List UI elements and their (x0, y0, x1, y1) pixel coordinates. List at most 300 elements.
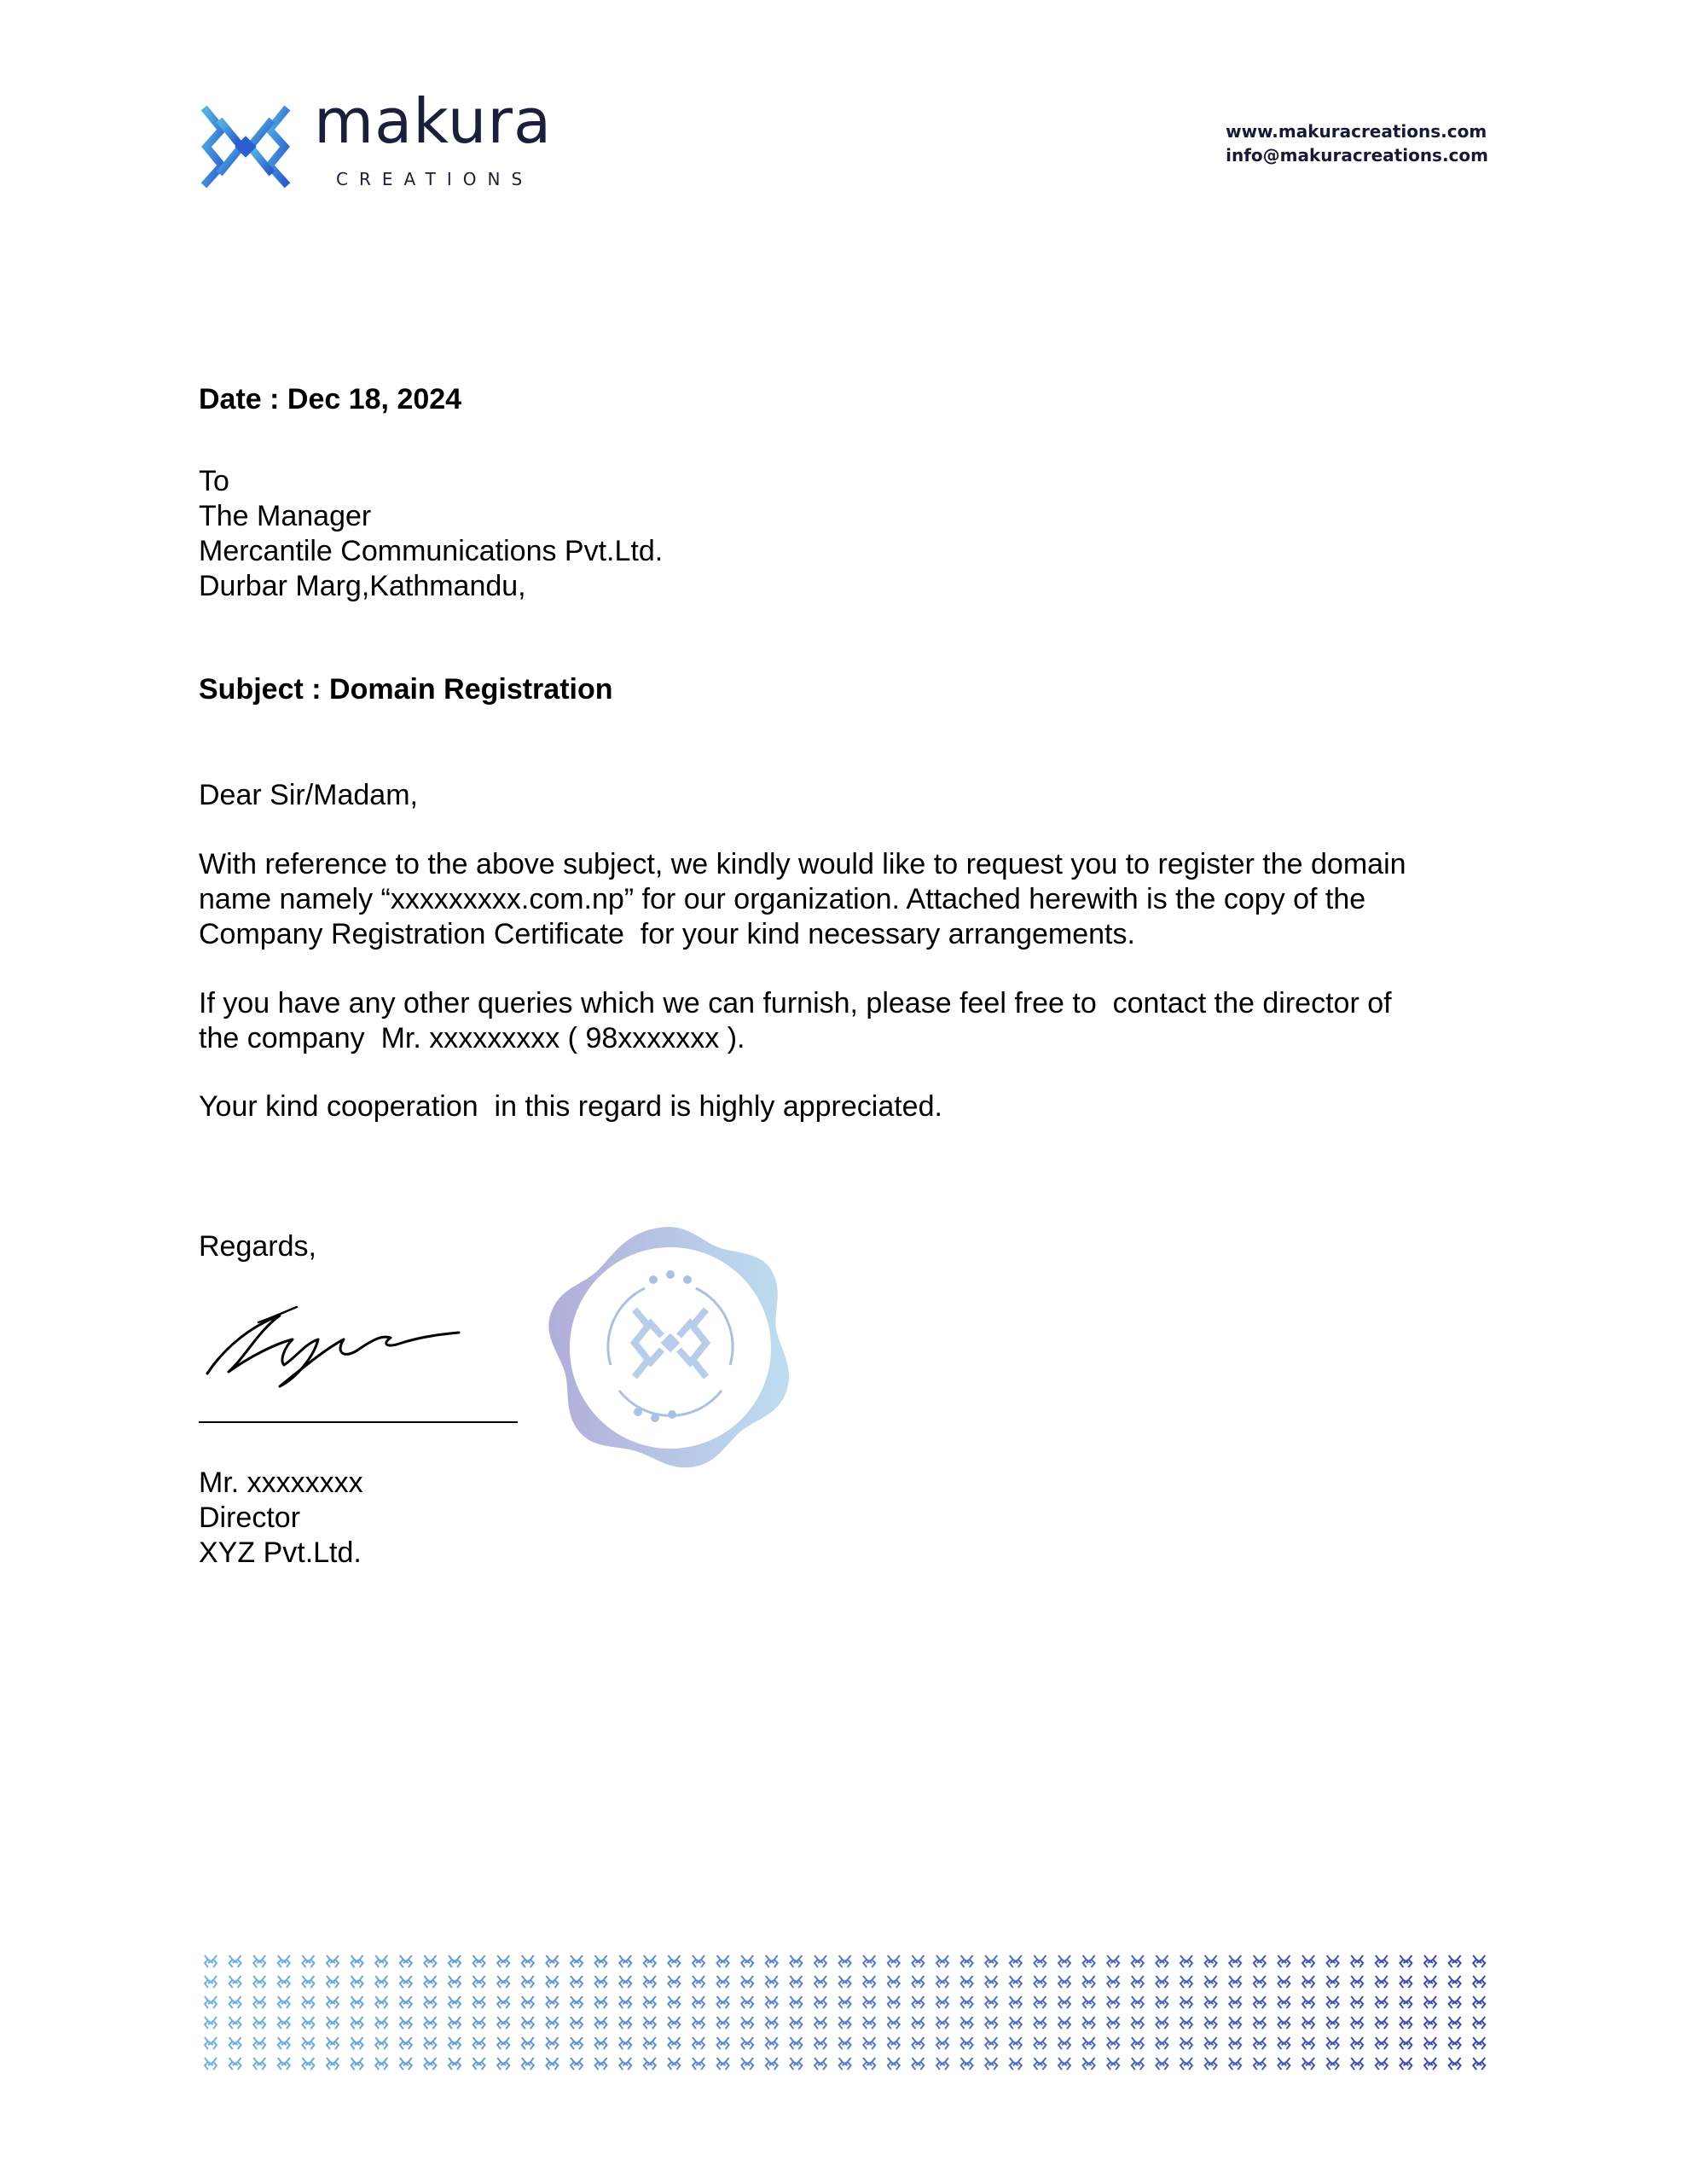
pattern-mark-icon (863, 1976, 875, 1988)
pattern-mark-icon (644, 2017, 656, 2029)
pattern-mark-icon (839, 1996, 851, 2008)
pattern-mark-icon (888, 1996, 900, 2008)
pattern-mark-icon (1058, 2058, 1070, 2070)
pattern-mark-icon (1449, 2037, 1461, 2049)
pattern-mark-icon (1083, 1955, 1095, 1967)
footer-pattern (201, 1952, 1487, 2078)
pattern-mark-icon (351, 2058, 363, 2070)
pattern-mark-icon (1010, 1996, 1022, 2008)
pattern-mark-icon (1205, 1996, 1217, 2008)
pattern-mark-icon (936, 1955, 948, 1967)
pattern-mark-icon (1473, 2017, 1485, 2029)
pattern-mark-icon (790, 1976, 802, 1988)
pattern-mark-icon (327, 2058, 339, 2070)
pattern-mark-icon (400, 1976, 412, 1988)
pattern-mark-icon (1278, 1976, 1290, 1988)
pattern-mark-icon (302, 2058, 314, 2070)
pattern-mark-icon (1302, 2037, 1314, 2049)
pattern-mark-icon (278, 2037, 290, 2049)
pattern-mark-icon (229, 2017, 241, 2029)
pattern-mark-icon (1254, 1976, 1266, 1988)
pattern-mark-icon (668, 2017, 680, 2029)
pattern-mark-icon (1083, 2037, 1095, 2049)
pattern-mark-icon (790, 1955, 802, 1967)
pattern-mark-icon (595, 2058, 607, 2070)
pattern-mark-icon (327, 2037, 339, 2049)
pattern-mark-icon (1376, 1955, 1388, 1967)
pattern-mark-icon (1424, 2058, 1436, 2070)
pattern-mark-icon (1034, 1955, 1046, 1967)
pattern-mark-icon (229, 1996, 241, 2008)
pattern-mark-icon (1107, 2058, 1119, 2070)
pattern-mark-icon (375, 1955, 387, 1967)
pattern-mark-icon (449, 2017, 461, 2029)
pattern-mark-icon (912, 2017, 924, 2029)
pattern-mark-icon (229, 2037, 241, 2049)
pattern-mark-icon (205, 2058, 217, 2070)
contact-block (1226, 119, 1488, 167)
pattern-mark-icon (473, 2037, 485, 2049)
pattern-mark-icon (595, 1976, 607, 1988)
brand-name: makura (314, 85, 553, 157)
pattern-mark-icon (522, 1976, 534, 1988)
pattern-mark-icon (839, 1976, 851, 1988)
body-paragraph (199, 986, 1512, 1056)
pattern-mark-icon (985, 1996, 997, 2008)
pattern-mark-icon (571, 1996, 583, 2008)
pattern-mark-icon (741, 1955, 753, 1967)
pattern-mark-icon (766, 2017, 778, 2029)
pattern-mark-icon (449, 2058, 461, 2070)
pattern-mark-icon (351, 1955, 363, 1967)
pattern-mark-icon (815, 1955, 826, 1967)
closing: Regards, (199, 1230, 316, 1263)
pattern-mark-icon (253, 2058, 265, 2070)
pattern-mark-icon (1449, 2017, 1461, 2029)
pattern-mark-icon (985, 2017, 997, 2029)
pattern-mark-icon (1156, 2017, 1168, 2029)
brand-subtitle: CREATIONS (336, 169, 534, 189)
pattern-mark-icon (888, 1976, 900, 1988)
pattern-mark-icon (1302, 1955, 1314, 1967)
pattern-mark-icon (1156, 1976, 1168, 1988)
pattern-mark-icon (1180, 1996, 1192, 2008)
pattern-mark-icon (985, 1955, 997, 1967)
pattern-mark-icon (522, 2037, 534, 2049)
pattern-mark-icon (1449, 1955, 1461, 1967)
pattern-mark-icon (1424, 2037, 1436, 2049)
pattern-mark-icon (327, 2017, 339, 2029)
pattern-mark-icon (595, 2037, 607, 2049)
pattern-mark-icon (863, 2017, 875, 2029)
pattern-mark-icon (766, 1976, 778, 1988)
pattern-mark-icon (1229, 2017, 1241, 2029)
pattern-mark-icon (1180, 2037, 1192, 2049)
pattern-mark-icon (302, 1996, 314, 2008)
pattern-mark-icon (693, 2037, 704, 2049)
pattern-mark-icon (1010, 1955, 1022, 1967)
pattern-mark-icon (912, 1976, 924, 1988)
pattern-mark-icon (1205, 2017, 1217, 2029)
pattern-mark-icon (839, 1955, 851, 1967)
pattern-mark-icon (1278, 1955, 1290, 1967)
pattern-mark-icon (961, 1976, 973, 1988)
pattern-mark-icon (1302, 1996, 1314, 2008)
pattern-mark-icon (571, 2037, 583, 2049)
pattern-mark-icon (693, 1976, 704, 1988)
pattern-mark-icon (375, 1976, 387, 1988)
signer-company: XYZ Pvt.Ltd. (199, 1536, 362, 1569)
pattern-mark-icon (644, 1976, 656, 1988)
pattern-mark-icon (619, 2058, 631, 2070)
pattern-mark-icon (644, 2058, 656, 2070)
pattern-mark-icon (1302, 1976, 1314, 1988)
pattern-mark-icon (473, 2058, 485, 2070)
pattern-mark-icon (741, 2017, 753, 2029)
pattern-mark-icon (473, 1976, 485, 1988)
pattern-mark-icon (668, 2058, 680, 2070)
pattern-mark-icon (351, 1976, 363, 1988)
pattern-mark-icon (619, 1996, 631, 2008)
pattern-mark-icon (205, 2017, 217, 2029)
pattern-mark-icon (1010, 2017, 1022, 2029)
makura-logo-icon (200, 104, 292, 189)
pattern-mark-icon (1327, 2058, 1339, 2070)
pattern-mark-icon (449, 2037, 461, 2049)
pattern-mark-icon (1424, 1996, 1436, 2008)
pattern-mark-icon (1376, 2037, 1388, 2049)
pattern-mark-icon (815, 2017, 826, 2029)
pattern-mark-icon (253, 2037, 265, 2049)
pattern-mark-icon (644, 1996, 656, 2008)
company-seal-icon (542, 1220, 795, 1472)
pattern-mark-icon (327, 1955, 339, 1967)
pattern-mark-icon (1327, 1955, 1339, 1967)
pattern-mark-icon (375, 2017, 387, 2029)
pattern-mark-icon (375, 2037, 387, 2049)
pattern-mark-icon (522, 2058, 534, 2070)
pattern-mark-icon (961, 2058, 973, 2070)
pattern-mark-icon (1278, 1996, 1290, 2008)
paragraph-line: If you have any other queries which we can furnish, please feel free to contact the director of (199, 987, 1392, 1019)
pattern-mark-icon (619, 1976, 631, 1988)
pattern-mark-icon (546, 2017, 558, 2029)
pattern-mark-icon (1278, 2017, 1290, 2029)
pattern-mark-icon (327, 1996, 339, 2008)
pattern-mark-icon (1229, 2037, 1241, 2049)
paragraph-line: Company Registration Certificate for your kind necessary arrangements. (199, 918, 1135, 950)
pattern-mark-icon (571, 2058, 583, 2070)
pattern-mark-icon (693, 2017, 704, 2029)
pattern-mark-icon (449, 1976, 461, 1988)
pattern-mark-icon (278, 2058, 290, 2070)
body-paragraph (199, 847, 1512, 952)
pattern-mark-icon (717, 2058, 729, 2070)
pattern-mark-icon (717, 1976, 729, 1988)
pattern-mark-icon (1010, 1976, 1022, 1988)
pattern-mark-icon (1058, 1955, 1070, 1967)
pattern-mark-icon (1424, 1976, 1436, 1988)
paragraph-line: With reference to the above subject, we kindly would like to request you to register the domain (199, 848, 1406, 880)
pattern-mark-icon (1058, 1996, 1070, 2008)
pattern-mark-icon (571, 1976, 583, 1988)
pattern-mark-icon (1473, 1996, 1485, 2008)
pattern-mark-icon (375, 2058, 387, 2070)
pattern-mark-icon (1132, 2058, 1144, 2070)
pattern-mark-icon (839, 2058, 851, 2070)
body-paragraph (199, 1089, 942, 1124)
pattern-mark-icon (497, 1976, 509, 1988)
pattern-mark-icon (473, 1996, 485, 2008)
pattern-mark-icon (327, 1976, 339, 1988)
pattern-mark-icon (1254, 2058, 1266, 2070)
pattern-mark-icon (644, 2037, 656, 2049)
pattern-mark-icon (571, 1955, 583, 1967)
pattern-mark-icon (497, 2037, 509, 2049)
pattern-mark-icon (717, 1955, 729, 1967)
pattern-mark-icon (595, 2017, 607, 2029)
pattern-mark-icon (1400, 1996, 1412, 2008)
pattern-mark-icon (1449, 1976, 1461, 1988)
pattern-mark-icon (1376, 1996, 1388, 2008)
pattern-mark-icon (1400, 2017, 1412, 2029)
pattern-mark-icon (400, 2037, 412, 2049)
pattern-mark-icon (863, 1996, 875, 2008)
pattern-mark-icon (595, 1996, 607, 2008)
pattern-mark-icon (888, 2058, 900, 2070)
pattern-mark-icon (351, 2037, 363, 2049)
pattern-mark-icon (1327, 1996, 1339, 2008)
pattern-mark-icon (790, 1996, 802, 2008)
pattern-mark-icon (1473, 2058, 1485, 2070)
pattern-mark-icon (1351, 1976, 1363, 1988)
pattern-mark-icon (205, 1955, 217, 1967)
pattern-mark-icon (961, 1996, 973, 2008)
paragraph-line: Your kind cooperation in this regard is highly appreciated. (199, 1090, 942, 1123)
pattern-mark-icon (1351, 2017, 1363, 2029)
pattern-mark-icon (1034, 2037, 1046, 2049)
pattern-mark-icon (936, 2058, 948, 2070)
email-link[interactable]: info@makuracreations.com (1226, 145, 1488, 166)
pattern-mark-icon (912, 2058, 924, 2070)
pattern-mark-icon (1351, 1996, 1363, 2008)
pattern-mark-icon (1229, 2058, 1241, 2070)
pattern-mark-icon (229, 2058, 241, 2070)
pattern-mark-icon (766, 2037, 778, 2049)
company-logo (200, 85, 575, 196)
pattern-mark-icon (1205, 1976, 1217, 1988)
pattern-mark-icon (717, 2017, 729, 2029)
pattern-mark-icon (1083, 1996, 1095, 2008)
paragraph-line: name namely “xxxxxxxxx.com.np” for our organization. Attached herewith is the copy of the (199, 883, 1366, 915)
pattern-mark-icon (278, 1955, 290, 1967)
pattern-mark-icon (985, 2058, 997, 2070)
signer-name: Mr. xxxxxxxx (199, 1467, 363, 1499)
pattern-mark-icon (1254, 1955, 1266, 1967)
pattern-mark-icon (400, 2017, 412, 2029)
paragraph-line: the company Mr. xxxxxxxxx ( 98xxxxxxx ). (199, 1022, 745, 1054)
pattern-mark-icon (1424, 2017, 1436, 2029)
pattern-mark-icon (1180, 2058, 1192, 2070)
pattern-mark-icon (1229, 1976, 1241, 1988)
pattern-mark-icon (375, 1996, 387, 2008)
pattern-mark-icon (1473, 1955, 1485, 1967)
pattern-mark-icon (1205, 2037, 1217, 2049)
pattern-mark-icon (546, 1976, 558, 1988)
pattern-mark-icon (936, 1996, 948, 2008)
pattern-mark-icon (302, 2037, 314, 2049)
pattern-mark-icon (1376, 2017, 1388, 2029)
pattern-mark-icon (693, 1996, 704, 2008)
pattern-mark-icon (473, 2017, 485, 2029)
pattern-mark-icon (1254, 2017, 1266, 2029)
pattern-mark-icon (961, 2037, 973, 2049)
handwritten-signature (199, 1297, 472, 1391)
signature-line (199, 1421, 518, 1423)
pattern-mark-icon (351, 1996, 363, 2008)
pattern-mark-icon (1278, 2037, 1290, 2049)
pattern-mark-icon (668, 1976, 680, 1988)
pattern-mark-icon (863, 2037, 875, 2049)
pattern-mark-icon (424, 1955, 436, 1967)
pattern-mark-icon (1132, 2037, 1144, 2049)
pattern-mark-icon (302, 2017, 314, 2029)
pattern-mark-icon (961, 2017, 973, 2029)
pattern-mark-icon (961, 1955, 973, 1967)
pattern-mark-icon (595, 1955, 607, 1967)
pattern-mark-icon (1327, 2037, 1339, 2049)
pattern-mark-icon (815, 2058, 826, 2070)
pattern-mark-icon (1205, 1955, 1217, 1967)
pattern-mark-icon (839, 2017, 851, 2029)
pattern-mark-icon (912, 2037, 924, 2049)
pattern-mark-icon (1180, 2017, 1192, 2029)
pattern-mark-icon (205, 2037, 217, 2049)
signer-title: Director (199, 1502, 301, 1534)
pattern-mark-icon (741, 2058, 753, 2070)
pattern-mark-icon (497, 2058, 509, 2070)
pattern-mark-icon (497, 2017, 509, 2029)
pattern-mark-icon (351, 2017, 363, 2029)
pattern-mark-icon (668, 2037, 680, 2049)
pattern-mark-icon (1400, 1976, 1412, 1988)
pattern-mark-icon (449, 1996, 461, 2008)
pattern-mark-icon (229, 1955, 241, 1967)
pattern-mark-icon (985, 1976, 997, 1988)
pattern-mark-icon (912, 1996, 924, 2008)
pattern-mark-icon (766, 2058, 778, 2070)
pattern-mark-icon (693, 2058, 704, 2070)
pattern-mark-icon (1010, 2037, 1022, 2049)
pattern-mark-icon (1034, 1976, 1046, 1988)
pattern-mark-icon (644, 1955, 656, 1967)
pattern-mark-icon (1107, 1955, 1119, 1967)
pattern-mark-icon (936, 2037, 948, 2049)
pattern-mark-icon (619, 2037, 631, 2049)
pattern-mark-icon (302, 1976, 314, 1988)
pattern-mark-icon (302, 1955, 314, 1967)
pattern-mark-icon (546, 2037, 558, 2049)
pattern-mark-icon (1327, 1976, 1339, 1988)
pattern-mark-icon (839, 2037, 851, 2049)
pattern-mark-icon (1351, 2058, 1363, 2070)
pattern-mark-icon (815, 2037, 826, 2049)
pattern-mark-icon (1254, 2037, 1266, 2049)
recipient-line: The Manager (199, 500, 372, 532)
pattern-mark-icon (815, 1976, 826, 1988)
recipient-line: Durbar Marg,Kathmandu, (199, 570, 526, 602)
pattern-mark-icon (863, 1955, 875, 1967)
pattern-mark-icon (1180, 1976, 1192, 1988)
pattern-mark-icon (571, 2017, 583, 2029)
pattern-mark-icon (522, 1955, 534, 1967)
website-link[interactable]: www.makuracreations.com (1226, 121, 1487, 142)
pattern-mark-icon (717, 1996, 729, 2008)
pattern-mark-icon (1156, 1955, 1168, 1967)
pattern-mark-icon (741, 2037, 753, 2049)
pattern-mark-icon (1132, 1955, 1144, 1967)
pattern-mark-icon (497, 1996, 509, 2008)
pattern-mark-icon (1156, 1996, 1168, 2008)
pattern-mark-icon (936, 2017, 948, 2029)
pattern-mark-icon (1229, 1955, 1241, 1967)
pattern-mark-icon (424, 2037, 436, 2049)
pattern-mark-icon (253, 1976, 265, 1988)
pattern-mark-icon (400, 2058, 412, 2070)
pattern-mark-icon (1254, 1996, 1266, 2008)
pattern-mark-icon (1205, 2058, 1217, 2070)
pattern-mark-icon (668, 1955, 680, 1967)
pattern-mark-icon (668, 1996, 680, 2008)
pattern-mark-icon (1058, 2037, 1070, 2049)
pattern-mark-icon (522, 1996, 534, 2008)
pattern-mark-icon (1083, 1976, 1095, 1988)
pattern-mark-icon (790, 2017, 802, 2029)
pattern-mark-icon (619, 2017, 631, 2029)
pattern-mark-icon (424, 2058, 436, 2070)
pattern-mark-icon (1010, 2058, 1022, 2070)
pattern-mark-icon (205, 1996, 217, 2008)
pattern-mark-icon (253, 2017, 265, 2029)
pattern-mark-icon (741, 1996, 753, 2008)
pattern-mark-icon (1302, 2058, 1314, 2070)
pattern-mark-icon (497, 1955, 509, 1967)
pattern-mark-icon (888, 2037, 900, 2049)
pattern-mark-icon (546, 2058, 558, 2070)
pattern-mark-icon (1376, 1976, 1388, 1988)
pattern-mark-icon (1034, 2058, 1046, 2070)
pattern-mark-icon (473, 1955, 485, 1967)
pattern-mark-icon (1278, 2058, 1290, 2070)
pattern-mark-icon (1229, 1996, 1241, 2008)
pattern-mark-icon (1156, 2058, 1168, 2070)
pattern-mark-icon (717, 2037, 729, 2049)
pattern-mark-icon (790, 2058, 802, 2070)
pattern-mark-icon (546, 1955, 558, 1967)
pattern-mark-icon (766, 1996, 778, 2008)
pattern-mark-icon (424, 1996, 436, 2008)
pattern-mark-icon (1327, 2017, 1339, 2029)
pattern-mark-icon (1473, 2037, 1485, 2049)
recipient-line: To (199, 465, 229, 497)
pattern-mark-icon (1107, 1996, 1119, 2008)
pattern-mark-icon (1376, 2058, 1388, 2070)
pattern-mark-icon (1449, 1996, 1461, 2008)
letter-subject: Subject : Domain Registration (199, 673, 613, 706)
pattern-mark-icon (1132, 2017, 1144, 2029)
pattern-mark-icon (1180, 1955, 1192, 1967)
pattern-mark-icon (619, 1955, 631, 1967)
